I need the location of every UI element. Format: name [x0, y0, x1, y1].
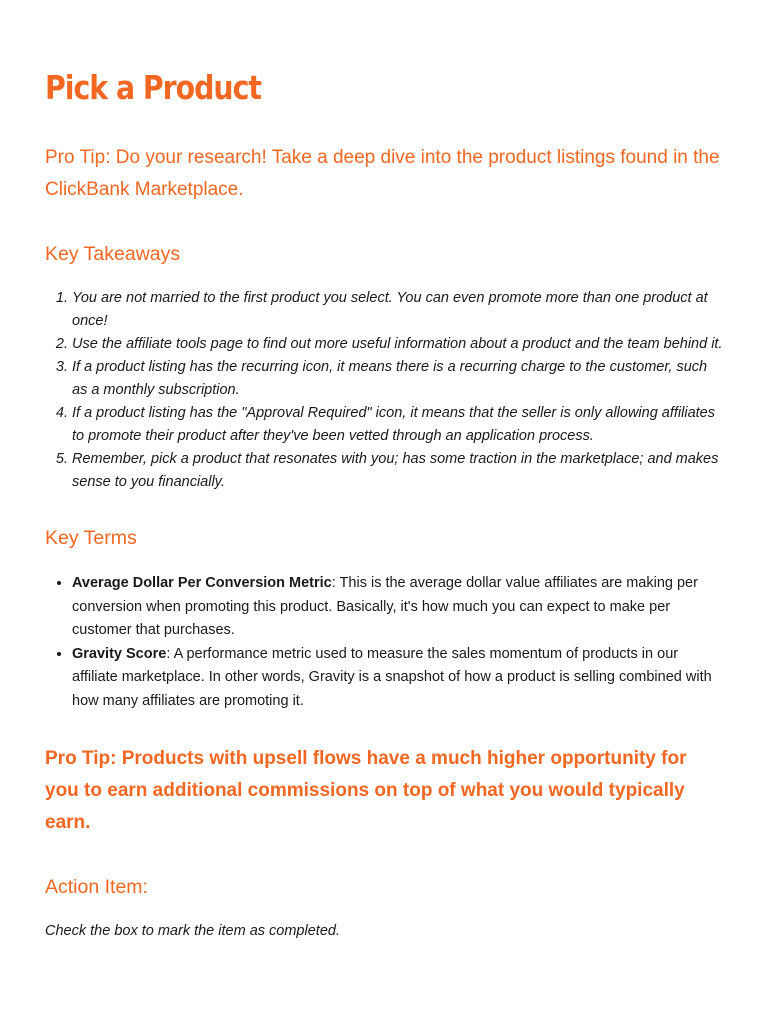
pro-tip-research: Pro Tip: Do your research! Take a deep dive into the product listings found in the ClickBank Marketplace.: [45, 147, 720, 200]
takeaway-item: 1. You are not married to the first product you select. You can even promote more than one product at once!: [72, 287, 723, 333]
takeaway-item: 5. Remember, pick a product that resonates with you; has some traction in the marketplace; and makes sense to you financially.: [72, 448, 723, 494]
term-item: [72, 572, 723, 643]
term-definition: : This is the average dollar value affiliates are making per conversion when promoting this product. Basically, it's how much you can expect to make per customer that purchases.: [72, 575, 698, 638]
takeaway-item: 4. If a product listing has the "Approval Required" icon, it means that the seller is only allowing affiliates to promote their product after they've been vetted through an application process.: [72, 402, 723, 448]
term-name: Gravity Score: [72, 645, 167, 662]
key-terms-list: [45, 572, 723, 713]
key-takeaways-heading: Key Takeaways: [45, 243, 181, 265]
term-definition: : A performance metric used to measure the sales momentum of products in our affiliate marketplace. In other words, Gravity is a snapshot of how a product is selling combined with how many affiliates are promoting it.: [72, 645, 712, 709]
key-terms-heading: Key Terms: [45, 527, 137, 549]
action-item-note: Check the box to mark the item as completed.: [45, 923, 340, 939]
key-takeaways-list: [45, 287, 723, 494]
term-name: Average Dollar Per Conversion Metric: [72, 575, 332, 591]
action-item-heading: Action Item:: [45, 876, 148, 898]
takeaway-item: 2. Use the affiliate tools page to find out more useful information about a product and the team behind it.: [72, 333, 723, 356]
pro-tip-upsell: Pro Tip: Products with upsell flows have a much higher opportunity for you to earn additional commissions on top of what you would typically earn.: [45, 748, 687, 833]
page-title: Pick a Product: [45, 68, 261, 107]
term-item: [72, 643, 723, 714]
takeaway-item: 3. If a product listing has the recurring icon, it means there is a recurring charge to the customer, such as a monthly subscription.: [72, 356, 723, 402]
